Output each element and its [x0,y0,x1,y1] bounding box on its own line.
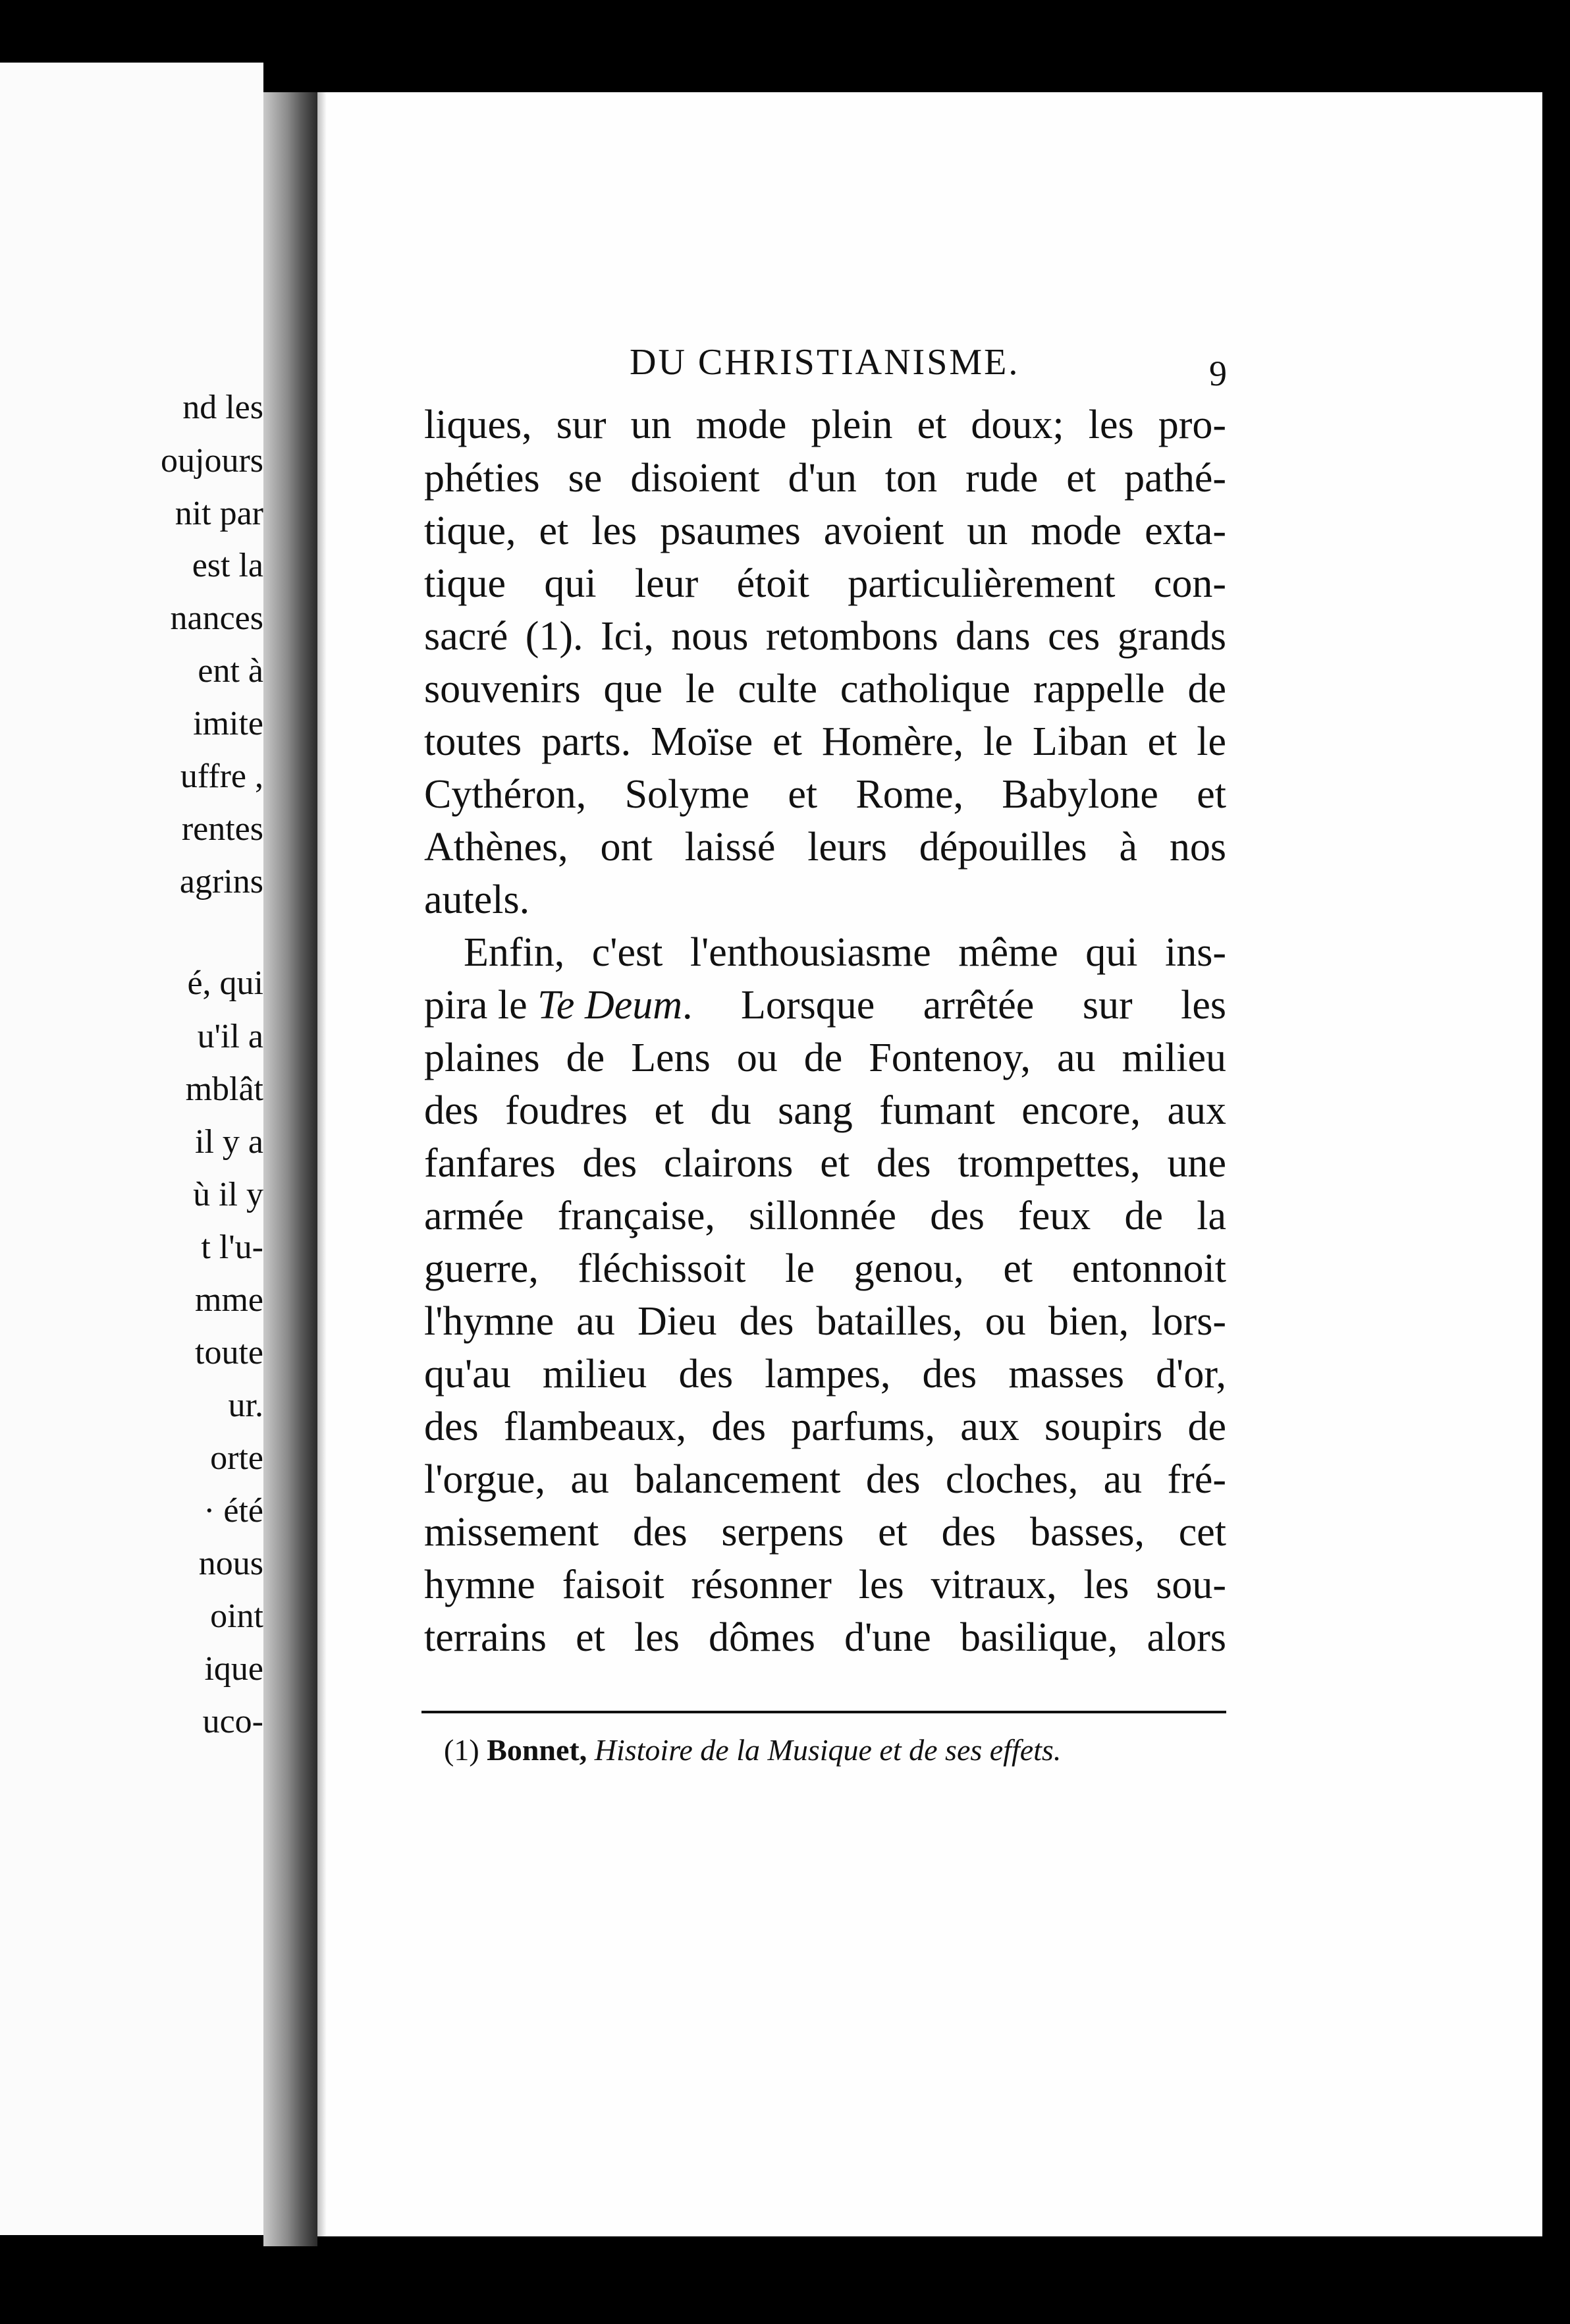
text-line: terrains et les dômes d'une basilique, alors [424,1615,1226,1660]
left-page-line: · été [203,1492,263,1530]
text-line: sacré (1). Ici, nous retombons dans ces grands [424,614,1226,659]
text-line: phéties se disoient d'un ton rude et pathé- [424,456,1226,501]
footnote-author: Bonnet, [487,1733,587,1767]
left-page-line: u'il a [197,1018,263,1055]
left-page-line: ù il y [193,1176,263,1213]
left-page-line: il y a [195,1123,263,1161]
left-page-line: ent à [198,652,263,690]
page-number: 9 [1209,354,1227,393]
left-page-line: mme [195,1281,263,1319]
text-line: qu'au milieu des lampes, des masses d'or, [424,1352,1226,1397]
text-line: toutes parts. Moïse et Homère, le Liban et le [424,719,1226,764]
left-page-line: est la [192,547,263,584]
text-line: Athènes, ont laissé leurs dépouilles à nos [424,825,1226,870]
text-line: hymne faisoit résonner les vitraux, les sou- [424,1563,1226,1607]
left-page-line: t l'u- [201,1229,263,1266]
text-line: liques, sur un mode plein et doux; les pro- [424,402,1226,447]
text-line: des foudres et du sang fumant encore, aux [424,1088,1226,1133]
text-line: l'orgue, au balancement des cloches, au fré- [424,1457,1226,1502]
text-line: tique qui leur étoit particulièrement con- [424,561,1226,606]
left-page-line: ur. [228,1387,263,1424]
left-page-line: rentes [181,810,263,848]
text-line: armée française, sillonnée des feux de la [424,1194,1226,1238]
paragraph-first-line: Enfin, c'est l'enthousiasme même qui ins- [464,930,1226,975]
left-page-line: imite [193,705,263,742]
text-line: souvenirs que le culte catholique rappelle de [424,667,1226,711]
footnote [444,1732,1061,1767]
left-page-line: ique [204,1650,263,1688]
footnote-title: Histoire de la Musique et de ses effets. [594,1733,1062,1767]
footnote-marker: (1) [444,1733,479,1767]
left-page-line: nances [170,599,263,637]
left-page-line: oint [210,1597,263,1635]
page-shadow [317,92,327,2236]
hymn-title-italic: Te Deum [537,983,683,1028]
text-line: des flambeaux, des parfums, aux soupirs de [424,1404,1226,1449]
left-page-line: nous [198,1545,263,1582]
running-head: DU CHRISTIANISME. [630,342,1020,383]
text-line: fanfares des clairons et des trompettes, une [424,1141,1226,1186]
text-line: autels. [424,877,530,922]
left-page-line: nit par [175,495,263,532]
left-page-line: uco- [202,1703,263,1740]
book-gutter [263,92,317,2246]
left-page-line: agrins [179,863,263,900]
text-line: tique, et les psaumes avoient un mode exta- [424,509,1226,553]
left-page-line: oujours [161,442,263,480]
text-fragment: pira le [424,983,538,1028]
left-page-line: nd les [182,389,263,426]
left-facing-page [0,63,263,2235]
text-line: l'hymne au Dieu des batailles, ou bien, lors- [424,1299,1226,1344]
footnote-rule [421,1711,1226,1713]
text-fragment: . Lorsque arrêtée sur les [682,983,1226,1028]
left-page-line: toute [195,1334,263,1371]
left-page-line: é, qui [187,964,263,1002]
text-line-with-title [424,985,1226,1026]
text-line: plaines de Lens ou de Fontenoy, au milieu [424,1036,1226,1080]
text-line: Cythéron, Solyme et Rome, Babylone et [424,772,1226,817]
left-page-line: mblât [185,1070,263,1108]
left-page-line: uffre , [180,758,263,795]
text-line: missement des serpens et des basses, cet [424,1510,1226,1555]
left-page-line: orte [210,1439,263,1477]
text-line: guerre, fléchissoit le genou, et entonnoit [424,1246,1226,1291]
